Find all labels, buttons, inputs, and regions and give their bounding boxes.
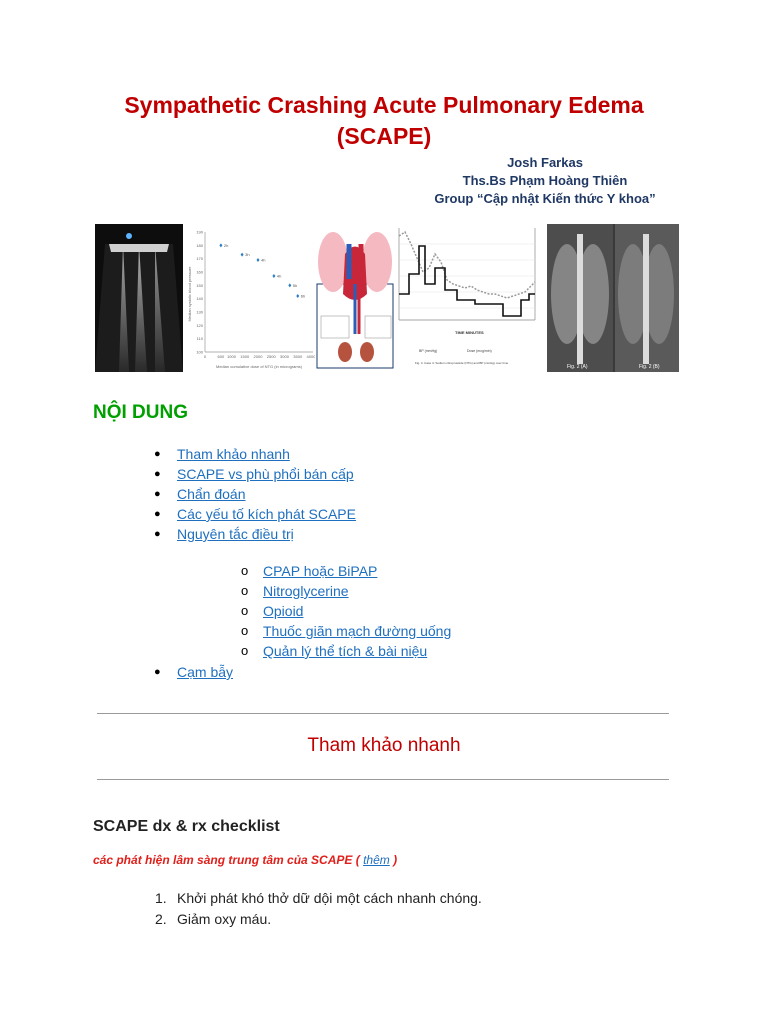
scatter-point-label: 5h (292, 282, 298, 288)
title-line-2: (SCAPE) (336, 123, 432, 149)
circle-bullet-icon: o (241, 583, 249, 598)
toc-item (150, 444, 356, 464)
timeplot-legend-dose: Dose (mcg/min) (467, 349, 492, 353)
scatter-ytick: 170 (196, 256, 203, 262)
toc-link-quick-reference[interactable]: Tham khảo nhanh (177, 446, 290, 462)
toc-item (150, 504, 356, 524)
scatter-ytick: 100 (196, 349, 203, 355)
scatter-ytick: 130 (196, 309, 203, 315)
toc-item (150, 484, 356, 504)
scatter-xtick: 1000 (227, 354, 236, 359)
heart-lung-kidney-diagram (315, 224, 395, 372)
scatter-point-label: 3h (245, 252, 250, 258)
checklist-title: SCAPE dx & rx checklist (93, 818, 280, 835)
clinical-intro-close: ) (393, 853, 398, 867)
toc-item (150, 662, 233, 682)
clinical-findings-intro (93, 853, 397, 867)
quick-reference-heading: Tham khảo nhanh (307, 735, 461, 756)
scatter-point-label: 2h (223, 242, 229, 248)
toc-link-treatment-principles[interactable]: Nguyên tắc điều trị (177, 526, 294, 542)
scatter-xtick: 3500 (293, 354, 303, 359)
authors-block (380, 154, 710, 208)
scatter-ytick: 140 (196, 296, 203, 302)
scatter-point (219, 243, 222, 247)
scatter-xtick: 3000 (280, 354, 289, 359)
scatter-xtick: 2500 (266, 354, 276, 359)
scatter-xtick: 2000 (253, 354, 263, 359)
toc-sub-item (241, 641, 451, 661)
toc-sub-item (241, 561, 451, 581)
lung-ultrasound-image (95, 224, 183, 372)
scatter-xtick: 0 (203, 354, 207, 359)
timeplot-caption: Fig. 4. Case 4: Sodium nitroprusside (NTG) and BP (mmHg) over time (415, 361, 509, 365)
toc-link-diagnosis[interactable]: Chẩn đoán (177, 486, 246, 502)
bp-dose-time-chart (395, 224, 547, 372)
timeplot-xlabel: TIME MINUTES (455, 330, 484, 335)
scatter-ytick: 160 (196, 269, 203, 275)
scatter-xtick: 600 (217, 354, 225, 359)
toc-sub-item (241, 621, 451, 641)
toc-subsection-list (241, 561, 451, 661)
more-link[interactable]: thêm (363, 853, 390, 867)
scatter-ytick: 150 (196, 282, 203, 288)
author-name: Josh Farkas (507, 155, 583, 170)
item-text: Khởi phát khó thở dữ dội một cách nhanh chóng. (177, 890, 482, 906)
toc-link-opioid[interactable]: Opioid (263, 603, 304, 619)
title-line-1: Sympathetic Crashing Acute Pulmonary Edema (124, 92, 644, 118)
scatter-point-label: 6h (300, 293, 306, 299)
scatter-ytick: 190 (196, 229, 203, 235)
scatter-xlabel: Median cumulative dose of NTG (in micrograms) (215, 364, 303, 369)
scatter-xtick: 1500 (240, 354, 250, 359)
clinical-intro-text: các phát hiện lâm sàng trung tâm của SCAPE ( (93, 853, 360, 867)
scatter-point (241, 253, 244, 257)
toc-link-volume-diuresis[interactable]: Quản lý thể tích & bài niệu (263, 643, 428, 659)
xray-label-b: Fig. 2 (B) (639, 364, 660, 370)
scatter-point-label: 4h (276, 273, 282, 279)
circle-bullet-icon: o (241, 643, 249, 658)
checklist-items (155, 888, 482, 930)
bullet-icon: ● (154, 666, 161, 678)
divider-bottom (97, 779, 669, 780)
toc-link-pitfalls[interactable]: Cạm bẫy (177, 664, 234, 680)
table-of-contents (150, 444, 356, 544)
bullet-icon: ● (154, 508, 161, 520)
bullet-icon: ● (154, 488, 161, 500)
toc-item (150, 464, 356, 484)
circle-bullet-icon: o (241, 603, 249, 618)
toc-link-oral-vasodilators[interactable]: Thuốc giãn mạch đường uống (263, 623, 452, 639)
timeplot-legend-bp: BP (mmHg) (419, 349, 438, 353)
item-number: 2. (155, 911, 167, 927)
item-number: 1. (155, 890, 167, 906)
divider-top (97, 713, 669, 714)
toc-link-triggers[interactable]: Các yếu tố kích phát SCAPE (177, 506, 356, 522)
scatter-point (288, 283, 291, 287)
bullet-icon: ● (154, 448, 161, 460)
document-title (0, 90, 768, 152)
bullet-icon: ● (154, 468, 161, 480)
item-text: Giảm oxy máu. (177, 911, 272, 927)
toc-link-scape-vs-subacute[interactable]: SCAPE vs phù phổi bán cấp (177, 466, 354, 482)
scatter-ytick: 180 (196, 242, 203, 248)
scatter-xtick: 4000 (306, 354, 315, 359)
scatter-ytick: 120 (196, 322, 203, 328)
contents-heading: NỘI DUNG (93, 402, 188, 423)
toc-link-cpap[interactable]: CPAP hoặc BiPAP (263, 563, 378, 579)
nitroglycerin-bp-scatter-chart (183, 224, 315, 372)
table-of-contents-tail (150, 662, 233, 682)
toc-sub-item (241, 581, 451, 601)
circle-bullet-icon: o (241, 563, 249, 578)
chest-xray-images (547, 224, 679, 372)
scatter-ytick: 110 (196, 336, 203, 342)
scatter-point-label: 4h (261, 257, 266, 263)
toc-sub-item (241, 601, 451, 621)
xray-label-a: Fig. 2 (A) (567, 364, 588, 370)
author-group: Group “Cập nhật Kiến thức Y khoa” (434, 191, 656, 206)
list-item (155, 888, 482, 909)
scatter-point (296, 294, 299, 298)
list-item (155, 909, 482, 930)
toc-item (150, 524, 356, 544)
scatter-ylabel: Median systolic blood pressure (187, 266, 192, 322)
author-translator: Ths.Bs Phạm Hoàng Thiên (462, 173, 628, 188)
scatter-point (272, 274, 275, 278)
bullet-icon: ● (154, 528, 161, 540)
toc-link-nitroglycerine[interactable]: Nitroglycerine (263, 583, 349, 599)
scatter-point (257, 258, 260, 262)
circle-bullet-icon: o (241, 623, 249, 638)
